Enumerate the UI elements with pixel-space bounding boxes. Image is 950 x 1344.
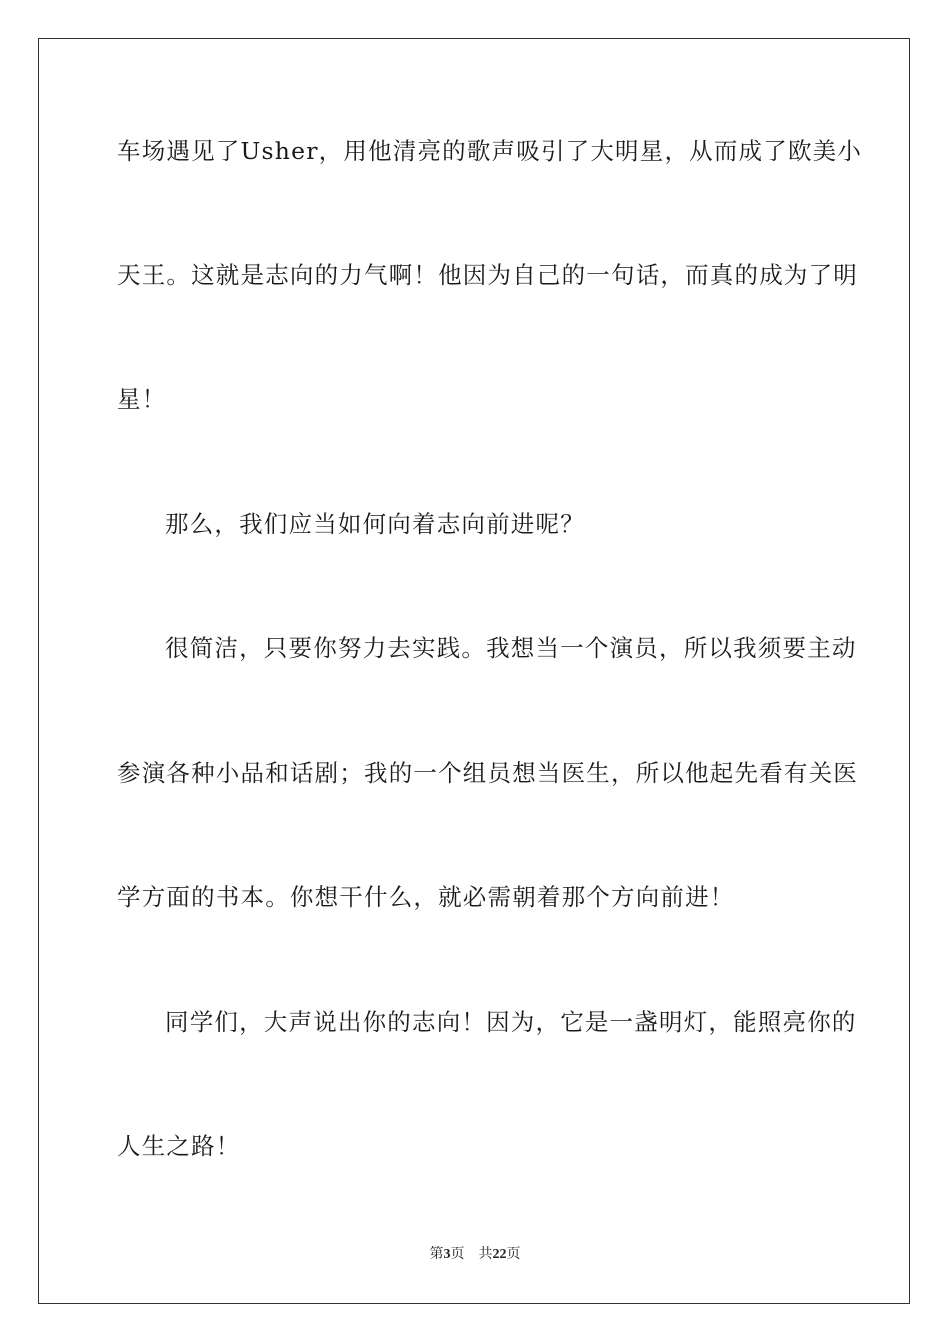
paragraph-line: 天王。这就是志向的力气啊！他因为自己的一句话，而真的成为了明 — [117, 261, 858, 289]
page-footer — [0, 1246, 950, 1264]
total-label-prefix: 共 — [478, 1247, 493, 1262]
paragraph-line: 星！ — [117, 385, 167, 413]
paragraph-line: 同学们，大声说出你的志向！因为，它是一盏明灯，能照亮你的 — [165, 1008, 857, 1036]
page-label-suffix: 页 — [450, 1247, 465, 1262]
paragraph-line: 很简洁，只要你努力去实践。我想当一个演员，所以我须要主动 — [165, 634, 857, 662]
paragraph-line: 参演各种小品和话剧；我的一个组员想当医生，所以他起先看有关医 — [117, 759, 858, 787]
page-border — [38, 38, 910, 1304]
paragraph-line: 那么，我们应当如何向着志向前进呢？ — [165, 510, 585, 538]
page-label-prefix: 第 — [429, 1247, 444, 1262]
total-page-count: 22 — [492, 1247, 507, 1262]
total-label-suffix: 页 — [506, 1247, 521, 1262]
paragraph-line: 人生之路！ — [117, 1132, 241, 1160]
paragraph-line: 学方面的书本。你想干什么，就必需朝着那个方向前进！ — [117, 883, 735, 911]
paragraph-line: 车场遇见了Usher，用他清亮的歌声吸引了大明星，从而成了欧美小 — [117, 137, 863, 165]
current-page-number: 3 — [443, 1247, 451, 1262]
